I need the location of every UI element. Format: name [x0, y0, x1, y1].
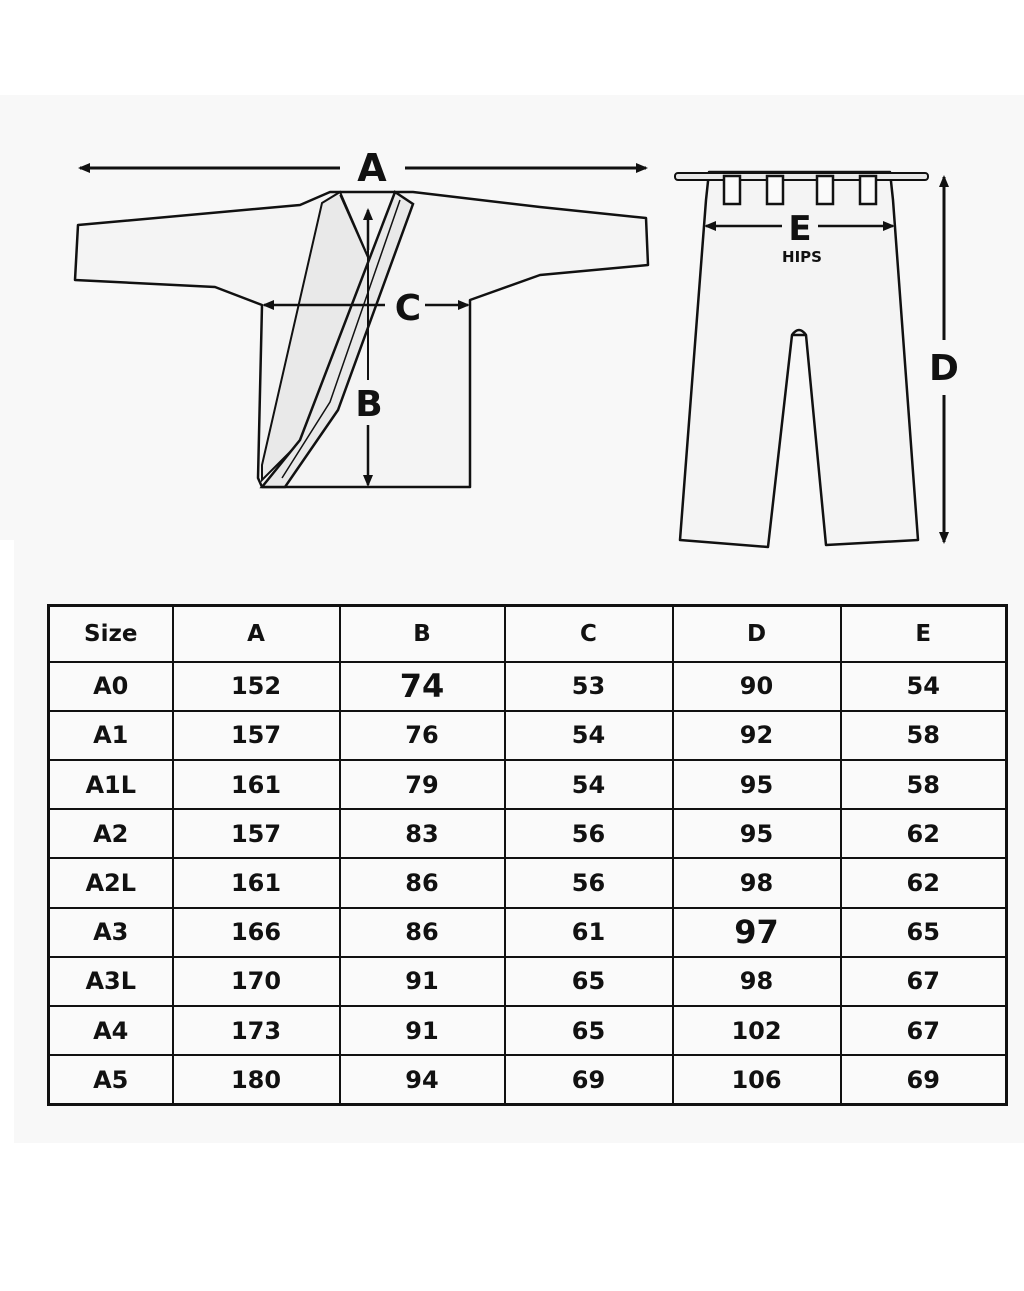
cell-c: 54: [505, 711, 673, 760]
cell-a: 180: [173, 1055, 340, 1104]
cell-size: A0: [49, 662, 173, 711]
cell-b: 91: [340, 957, 505, 1006]
header-size: Size: [49, 606, 173, 662]
cell-a: 157: [173, 809, 340, 858]
label-d: D: [929, 348, 959, 389]
cell-b: 74: [340, 662, 505, 711]
cell-e: 67: [841, 1006, 1007, 1055]
size-chart-table: [47, 604, 1008, 1106]
cell-e: 69: [841, 1055, 1007, 1104]
cell-c: 56: [505, 858, 673, 907]
cell-size: A3L: [49, 957, 173, 1006]
table-row: [49, 662, 1007, 711]
cell-size: A1: [49, 711, 173, 760]
cell-d: 98: [673, 957, 841, 1006]
cell-a: 173: [173, 1006, 340, 1055]
cell-e: 58: [841, 711, 1007, 760]
cell-b: 91: [340, 1006, 505, 1055]
cell-e: 62: [841, 858, 1007, 907]
cell-b: 86: [340, 858, 505, 907]
cell-c: 69: [505, 1055, 673, 1104]
label-c: C: [394, 288, 422, 329]
cell-size: A2: [49, 809, 173, 858]
table-row: [49, 1006, 1007, 1055]
cell-c: 65: [505, 1006, 673, 1055]
cell-e: 67: [841, 957, 1007, 1006]
cell-size: A5: [49, 1055, 173, 1104]
table-row: [49, 760, 1007, 809]
header-d: D: [673, 606, 841, 662]
cell-a: 170: [173, 957, 340, 1006]
cell-b: 94: [340, 1055, 505, 1104]
table-row: [49, 908, 1007, 957]
cell-e: 65: [841, 908, 1007, 957]
cell-d: 106: [673, 1055, 841, 1104]
cell-e: 54: [841, 662, 1007, 711]
cell-b: 79: [340, 760, 505, 809]
cell-c: 56: [505, 809, 673, 858]
cell-d: 90: [673, 662, 841, 711]
cell-a: 161: [173, 760, 340, 809]
header-b: B: [340, 606, 505, 662]
cell-size: A1L: [49, 760, 173, 809]
cell-a: 157: [173, 711, 340, 760]
cell-a: 161: [173, 858, 340, 907]
cell-c: 65: [505, 957, 673, 1006]
table-row: [49, 809, 1007, 858]
label-e: E: [788, 209, 812, 249]
cell-size: A3: [49, 908, 173, 957]
cell-a: 166: [173, 908, 340, 957]
cell-c: 54: [505, 760, 673, 809]
table-row: [49, 711, 1007, 760]
cell-d: 95: [673, 760, 841, 809]
garment-diagram: [0, 0, 1024, 600]
table-row: [49, 858, 1007, 907]
cell-c: 61: [505, 908, 673, 957]
cell-size: A4: [49, 1006, 173, 1055]
table-row: [49, 957, 1007, 1006]
header-row: [49, 606, 1007, 662]
cell-size: A2L: [49, 858, 173, 907]
header-e: E: [841, 606, 1007, 662]
label-b: B: [355, 384, 383, 425]
cell-a: 152: [173, 662, 340, 711]
cell-e: 58: [841, 760, 1007, 809]
cell-b: 86: [340, 908, 505, 957]
header-a: A: [173, 606, 340, 662]
header-c: C: [505, 606, 673, 662]
jacket-outline: [75, 192, 648, 487]
label-hips: HIPS: [782, 248, 822, 266]
cell-d: 102: [673, 1006, 841, 1055]
cell-d: 98: [673, 858, 841, 907]
cell-e: 62: [841, 809, 1007, 858]
cell-d: 97: [673, 908, 841, 957]
cell-d: 92: [673, 711, 841, 760]
cell-d: 95: [673, 809, 841, 858]
table-row: [49, 1055, 1007, 1104]
cell-b: 76: [340, 711, 505, 760]
cell-c: 53: [505, 662, 673, 711]
cell-b: 83: [340, 809, 505, 858]
label-a: A: [357, 146, 387, 190]
